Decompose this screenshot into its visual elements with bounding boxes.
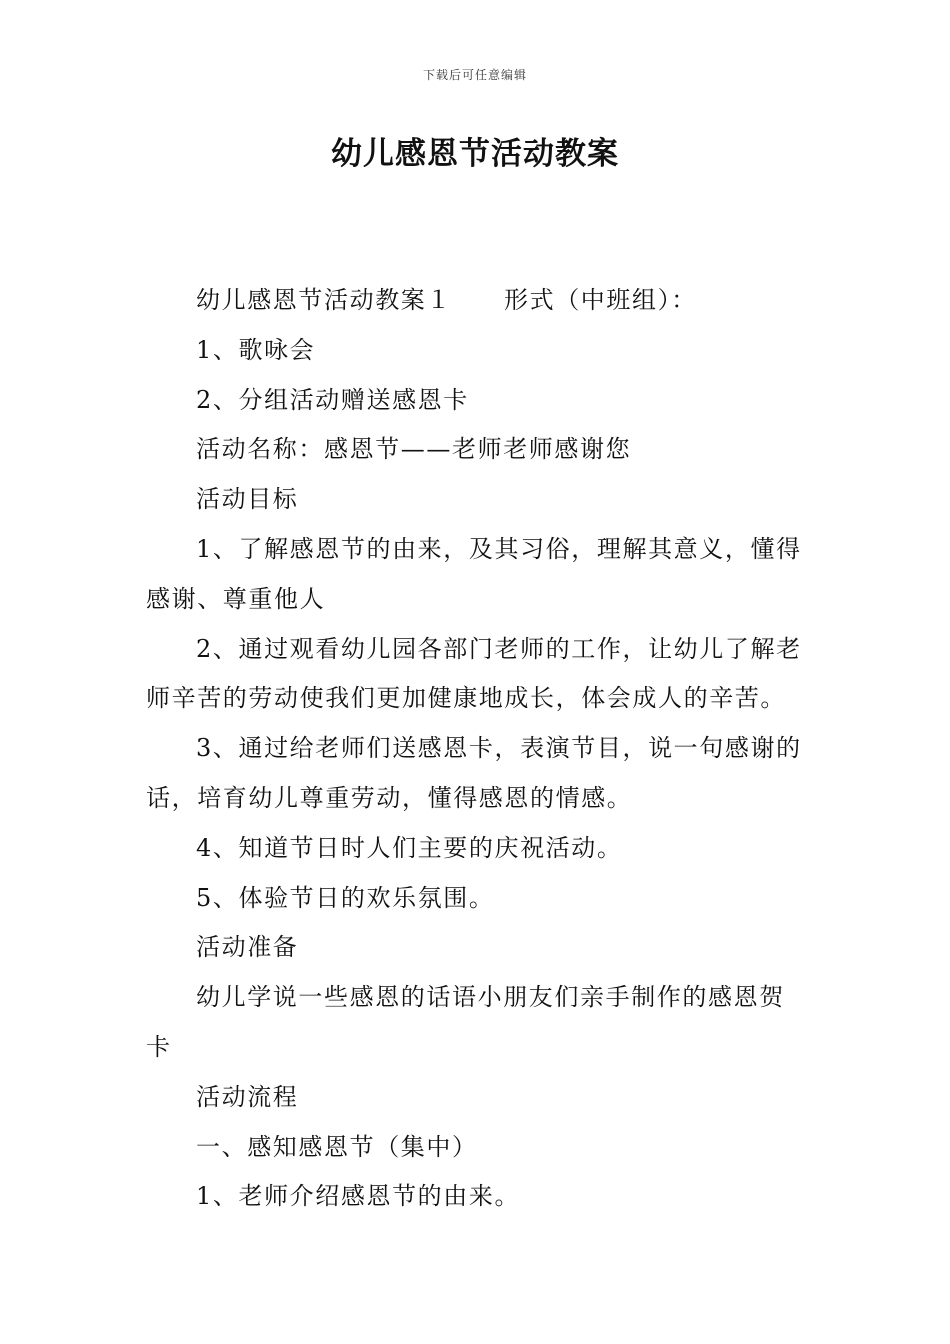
- intro-paragraph: [146, 276, 808, 326]
- goal-item-5: 5、体验节日的欢乐氛围。: [196, 883, 495, 912]
- heading-activity-preparation: 活动准备: [196, 933, 299, 962]
- goal-item-1: 1、了解感恩节的由来，及其习俗，理解其意义，懂得感谢、尊重他人: [146, 534, 802, 613]
- heading-activity-goals: 活动目标: [196, 485, 299, 514]
- heading-activity-process: 活动流程: [196, 1082, 299, 1111]
- paragraph-group-activity: 2、分组活动赠送感恩卡: [196, 385, 469, 414]
- header-note: 下载后可任意编辑: [422, 68, 527, 82]
- process-step-1: 1、老师介绍感恩节的由来。: [196, 1182, 521, 1211]
- document-title: 幼儿感恩节活动教案: [331, 136, 619, 172]
- goal-item-4: 4、知道节日时人们主要的庆祝活动。: [196, 833, 623, 862]
- paragraph-activity-name: 活动名称：感恩节——老师老师感谢您: [196, 435, 632, 464]
- intro-format: 形式（中班组）：: [504, 286, 697, 314]
- paragraph-song-meeting: 1、歌咏会: [196, 335, 316, 364]
- preparation-text: 幼儿学说一些感恩的话语小朋友们亲手制作的感恩贺卡: [146, 983, 785, 1061]
- process-section-1: 一、感知感恩节（集中）: [196, 1132, 478, 1161]
- goal-item-2: 2、通过观看幼儿园各部门老师的工作，让幼儿了解老师辛苦的劳动使我们更加健康地成长，体会成人的辛苦。: [146, 634, 802, 713]
- intro-heading: 幼儿感恩节活动教案１: [196, 286, 452, 314]
- document-body: [146, 276, 808, 1222]
- goal-item-3: 3、通过给老师们送感恩卡，表演节目，说一句感谢的话，培育幼儿尊重劳动，懂得感恩的情感。: [146, 734, 802, 812]
